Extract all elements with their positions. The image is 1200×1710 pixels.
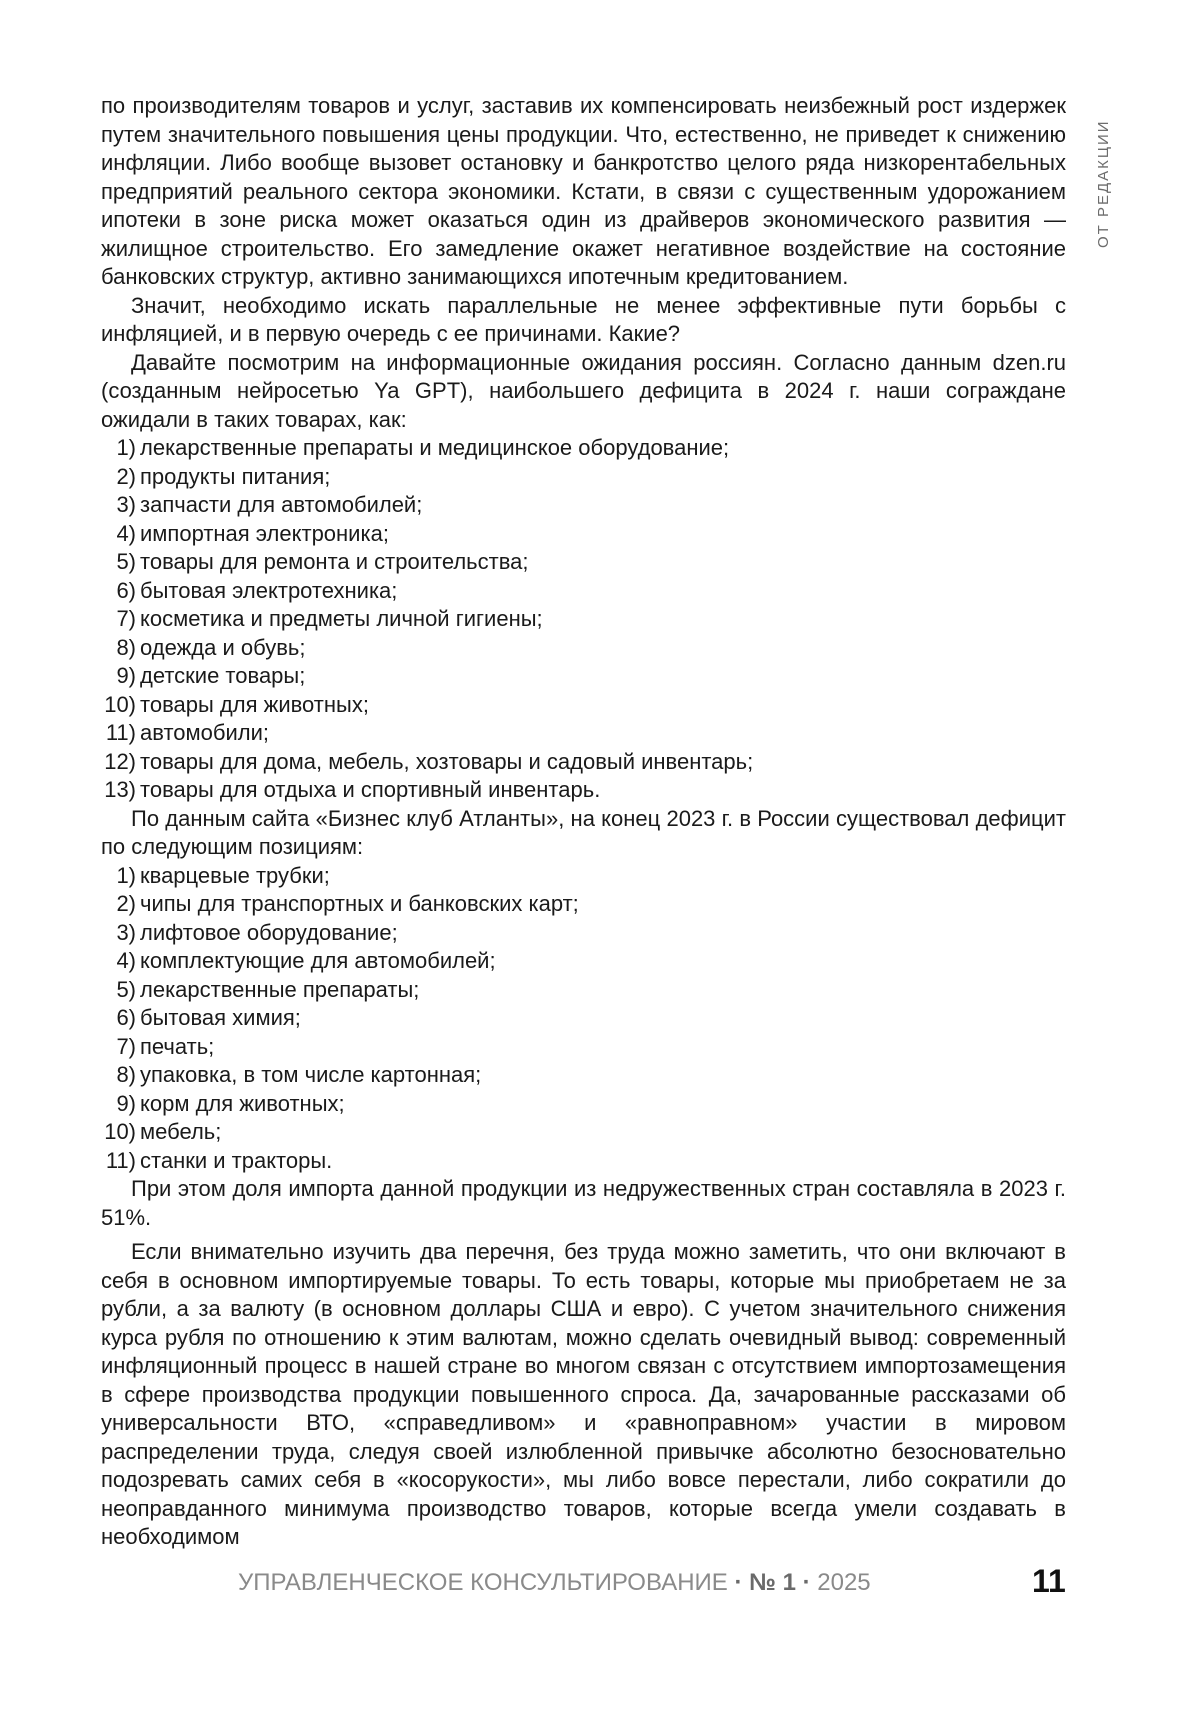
list-number: 7) xyxy=(116,1033,136,1059)
list-number: 6) xyxy=(116,1005,136,1030)
list-item xyxy=(101,1061,1066,1090)
paragraph-4: По данным сайта «Бизнес клуб Атланты», на конец 2023 г. в России существовал дефицит по следующим позициям: xyxy=(101,805,1066,859)
list-number: 5) xyxy=(116,549,136,574)
list-text: лекарственные препараты; xyxy=(140,976,420,1002)
page-number: 11 xyxy=(1032,1563,1066,1599)
list-number: 7) xyxy=(116,606,136,631)
list-text: товары для дома, мебель, хозтовары и садовый инвентарь; xyxy=(140,748,754,774)
list-number: 8) xyxy=(116,634,136,660)
list-number: 4) xyxy=(116,948,136,973)
list-text: детские товары; xyxy=(140,663,306,688)
list-text: печать; xyxy=(140,1033,215,1059)
list-text: бытовая электротехника; xyxy=(140,577,398,603)
list-item xyxy=(101,1147,1066,1176)
journal-footer-line xyxy=(238,1569,871,1597)
paragraph-3: Давайте посмотрим на информационные ожидания россиян. Согласно данным dzen.ru (созданным нейросетью Ya GPT), наибольшего дефицита в 2024 г. наши сограждане ожидали в таких товарах, как: xyxy=(101,349,1066,432)
list-number: 2) xyxy=(116,891,136,916)
list-text: лекарственные препараты и медицинское оборудование; xyxy=(140,435,730,460)
paragraph-2: Значит, необходимо искать параллельные не менее эффективные пути борьбы с инфляцией, и в первую очередь с ее причинами. Какие? xyxy=(101,292,1066,346)
list-text: лифтовое оборудование; xyxy=(140,919,398,945)
list-item xyxy=(101,577,1066,606)
list-item xyxy=(101,434,1066,463)
list-number: 9) xyxy=(116,1090,136,1116)
list-item xyxy=(101,719,1066,748)
journal-title: УПРАВЛЕНЧЕСКОЕ КОНСУЛЬТИРОВАНИЕ xyxy=(238,1569,728,1596)
journal-year: 2025 xyxy=(817,1569,871,1596)
list-text: упаковка, в том числе картонная; xyxy=(140,1062,482,1087)
paragraph-5: При этом доля импорта данной продукции из недружественных стран составляла в 2023 г. 51%. xyxy=(101,1176,1066,1230)
list-number: 6) xyxy=(116,577,136,603)
list-text: продукты питания; xyxy=(140,463,331,489)
list-text: импортная электроника; xyxy=(140,520,389,546)
list-text: корм для животных; xyxy=(140,1090,345,1116)
list-item xyxy=(101,520,1066,549)
list-item xyxy=(101,548,1066,577)
list-number: 1) xyxy=(116,862,136,888)
list-number: 2) xyxy=(116,463,136,489)
list-item xyxy=(101,776,1066,805)
list-number: 10) xyxy=(104,691,136,717)
page-footer xyxy=(0,1565,1200,1605)
list-item xyxy=(101,1004,1066,1033)
list-item xyxy=(101,605,1066,634)
list-item xyxy=(101,890,1066,919)
list-text: товары для ремонта и строительства; xyxy=(140,549,529,574)
list-item xyxy=(101,491,1066,520)
section-label: ОТ РЕДАКЦИИ xyxy=(1095,119,1112,248)
separator-dot: · xyxy=(802,1569,811,1596)
list-number: 9) xyxy=(116,663,136,688)
list-text: одежда и обувь; xyxy=(140,634,306,660)
list-item xyxy=(101,1033,1066,1062)
list-number: 11) xyxy=(105,720,136,745)
issue-number: № 1 xyxy=(749,1569,796,1596)
list-item xyxy=(101,862,1066,891)
list-number: 3) xyxy=(116,492,136,517)
actual-deficit-list xyxy=(101,862,1066,1176)
list-number: 13) xyxy=(104,777,136,802)
separator-dot: · xyxy=(734,1569,743,1596)
list-item xyxy=(101,976,1066,1005)
list-item xyxy=(101,463,1066,492)
list-number: 11) xyxy=(105,1147,136,1173)
list-number: 8) xyxy=(116,1062,136,1087)
list-number: 5) xyxy=(116,976,136,1002)
list-item xyxy=(101,662,1066,691)
list-text: автомобили; xyxy=(140,720,269,745)
paragraph-1: по производителям товаров и услуг, заставив их компенсировать неизбежный рост издержек путем значительного повышения цены продукции. Что, естественно, не приведет к снижению инфляции. Либо вообще вызовет остановку и банкротство целого ряда низкорентабельных предприятий реального сектора экономики. Кстати, в связи с существенным удорожанием ипотеки в зоне риска может оказаться один из драйверов экономического развития — жилищное строительство. Его замедление окажет негативное воздействие на состояние банковских структур, активно занимающихся ипотечным кредитованием. xyxy=(101,93,1066,289)
list-item xyxy=(101,919,1066,948)
list-number: 4) xyxy=(116,520,136,546)
list-text: кварцевые трубки; xyxy=(140,862,330,888)
list-number: 3) xyxy=(116,919,136,945)
list-item xyxy=(101,748,1066,777)
list-text: бытовая химия; xyxy=(140,1005,301,1030)
list-text: чипы для транспортных и банковских карт; xyxy=(140,891,579,916)
list-text: станки и тракторы. xyxy=(140,1147,333,1173)
list-text: комплектующие для автомобилей; xyxy=(140,948,496,973)
list-text: товары для отдыха и спортивный инвентарь. xyxy=(140,777,601,802)
list-item xyxy=(101,1118,1066,1147)
list-number: 10) xyxy=(104,1119,136,1144)
list-item xyxy=(101,634,1066,663)
list-item xyxy=(101,947,1066,976)
list-number: 1) xyxy=(116,435,136,460)
list-text: запчасти для автомобилей; xyxy=(140,492,423,517)
article-body xyxy=(101,92,1066,1552)
list-number: 12) xyxy=(104,748,136,774)
paragraph-6: Если внимательно изучить два перечня, без труда можно заметить, что они включают в себя в основном импортируемые товары. То есть товары, которые мы приобретаем не за рубли, а за валюту (в основном доллары США и евро). С учетом значительного снижения курса рубля по отношению к этим валютам, можно сделать очевидный вывод: современный инфляционный процесс в нашей стране во многом связан с отсутствием импортозамещения в сфере производства продукции повышенного спроса. Да, зачарованные рассказами об универсальности ВТО, «справедливом» и «равноправном» участии в мировом распределении труда, следуя своей излюбленной привычке абсолютно безосновательно подозревать самих себя в «косорукости», мы либо вовсе перестали, либо сократили до неоправданного минимума производство товаров, которые всегда умели создавать в необходимом xyxy=(101,1239,1066,1549)
list-text: товары для животных; xyxy=(140,691,369,717)
list-text: мебель; xyxy=(140,1119,222,1144)
expected-deficit-list xyxy=(101,434,1066,805)
list-text: косметика и предметы личной гигиены; xyxy=(140,606,543,631)
list-item xyxy=(101,691,1066,720)
list-item xyxy=(101,1090,1066,1119)
